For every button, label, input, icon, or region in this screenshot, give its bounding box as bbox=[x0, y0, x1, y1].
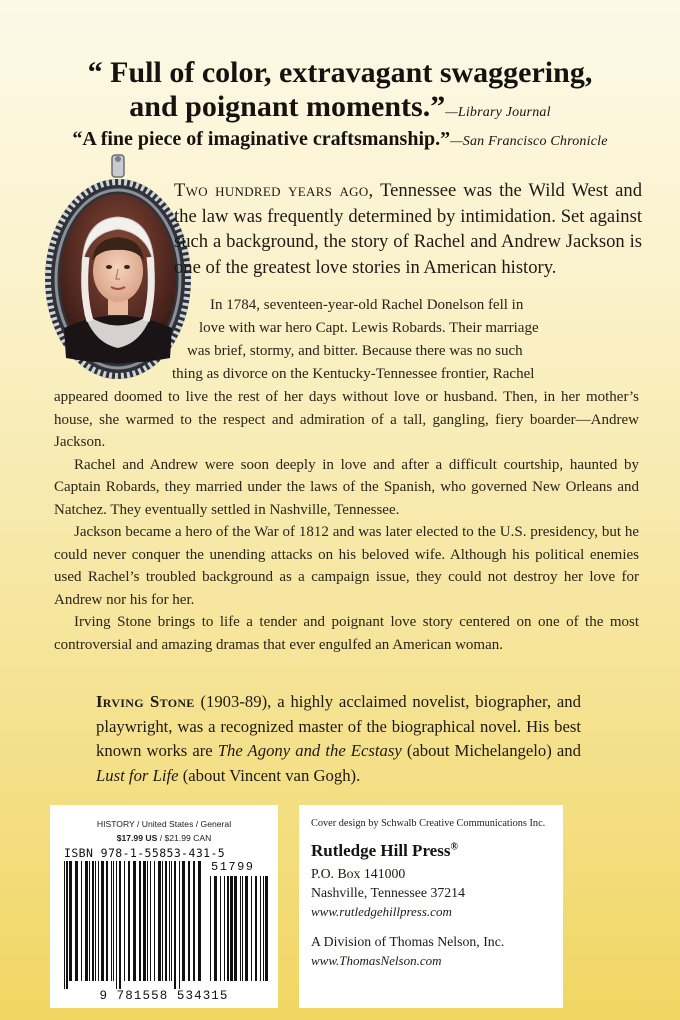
barcode-bar bbox=[214, 876, 217, 981]
barcode-bar bbox=[193, 861, 195, 981]
cover-design-credit: Cover design by Schwalb Creative Communications Inc. bbox=[311, 818, 546, 829]
barcode-bar bbox=[171, 861, 172, 981]
bio-text-2: (about Michelangelo) and bbox=[401, 741, 581, 760]
barcode-bar bbox=[154, 861, 155, 981]
addon-barcode bbox=[210, 876, 268, 989]
publisher-panel bbox=[299, 805, 563, 1008]
publisher-city: Nashville, Tennessee 37214 bbox=[311, 885, 465, 900]
quote-text: “A fine piece of imaginative craftsmanship.” bbox=[72, 128, 451, 150]
barcode-bar bbox=[150, 861, 151, 981]
barcode-bar bbox=[188, 861, 190, 981]
division-line: A Division of Thomas Nelson, Inc. bbox=[311, 934, 505, 949]
barcode-bar bbox=[111, 861, 112, 981]
quote-source: —San Francisco Chronicle bbox=[450, 134, 608, 149]
quote-source: —Library Journal bbox=[445, 105, 551, 120]
rachel-jackson-portrait-locket bbox=[42, 153, 194, 388]
barcode-bar bbox=[182, 861, 185, 981]
lead-text: Tennessee was the Wild West and the law was frequently determined by intimidation. Set against such a background, the story of Rachel and Andrew Jackson is one of the greatest love stories in American history. bbox=[174, 180, 642, 278]
barcode-bar bbox=[113, 861, 114, 981]
barcode-bar bbox=[89, 861, 90, 981]
price-us: $17.99 US bbox=[116, 833, 158, 843]
barcode-bar bbox=[227, 876, 229, 981]
barcode-bar bbox=[165, 861, 167, 981]
barcode-bar bbox=[98, 861, 99, 981]
barcode-bar bbox=[251, 876, 252, 981]
synopsis-paragraph-3: Jackson became a hero of the War of 1812 and was later elected to the U.S. presidency, but he could never conquer the unending attacks on his beloved wife. Although his political enemies used Rachel’s troubled background as a campaign issue, they could not destroy her love for Andrew nor his for her. bbox=[54, 524, 639, 608]
price-addon-code: 51799 bbox=[211, 860, 255, 874]
barcode-bar bbox=[133, 861, 136, 981]
barcode-bar bbox=[260, 876, 261, 981]
barcode-bar bbox=[128, 861, 130, 981]
bio-text-3: (about Vincent van Gogh). bbox=[178, 765, 361, 785]
barcode-bar bbox=[169, 861, 170, 981]
barcode-bar bbox=[255, 876, 257, 981]
synopsis-paragraph-1-line-3: was brief, stormy, and bitter. Because there was no such bbox=[187, 343, 523, 359]
synopsis-paragraph-4: Irving Stone brings to life a tender and poignant love story centered on one of the most controversial and amazing dramas that ever engulfed an American woman. bbox=[54, 614, 639, 653]
barcode-bar bbox=[147, 861, 148, 981]
barcode-bar bbox=[162, 861, 163, 981]
quote-line-2-text: and poignant moments.” bbox=[129, 90, 446, 123]
lead-smallcaps-opening: Two hundred years ago, bbox=[174, 180, 374, 201]
synopsis-paragraph-1-rest: appeared doomed to live the rest of her days without love or husband. Then, in her mother’s house, she warmed to the respect and admiration of a tall, gangling, fiery boarder—Andrew Jackson. bbox=[54, 389, 639, 450]
barcode-bar bbox=[106, 861, 108, 981]
synopsis-paragraph-1-line-1: In 1784, seventeen-year-old Rachel Donelson fell in bbox=[210, 297, 524, 313]
barcode-bar bbox=[143, 861, 146, 981]
publisher-name bbox=[311, 841, 458, 861]
barcode-bar bbox=[224, 876, 225, 981]
barcode-bar bbox=[119, 861, 121, 989]
synopsis-paragraph-1-line-4: thing as divorce on the Kentucky-Tennessee frontier, Rachel bbox=[172, 366, 535, 382]
price-line bbox=[50, 833, 278, 843]
publisher-po-box: P.O. Box 141000 bbox=[311, 866, 406, 881]
barcode-bar bbox=[198, 861, 201, 981]
book-title-lust: Lust for Life bbox=[96, 765, 179, 785]
barcode-bar bbox=[69, 861, 72, 981]
barcode-bar bbox=[85, 861, 88, 981]
bisac-category: HISTORY / United States / General bbox=[96, 819, 232, 829]
synopsis-body bbox=[54, 386, 639, 656]
synopsis-paragraph-1-line-2: love with war hero Capt. Lewis Robards. Their marriage bbox=[199, 320, 539, 336]
barcode-bar bbox=[66, 861, 68, 989]
synopsis-lead bbox=[174, 178, 642, 280]
review-quote-library-journal bbox=[0, 56, 680, 130]
publisher-url[interactable]: www.rutledgehillpress.com bbox=[311, 904, 452, 919]
price-can: / $21.99 CAN bbox=[157, 833, 212, 843]
barcode-bar bbox=[92, 861, 94, 981]
barcode-digits: 9 781558 534315 bbox=[99, 989, 229, 1003]
barcode-bar bbox=[230, 876, 233, 981]
barcode-bar bbox=[210, 876, 211, 981]
barcode-bar bbox=[263, 876, 264, 981]
barcode-bar bbox=[116, 861, 117, 989]
barcode-bar bbox=[220, 876, 221, 981]
barcode-bar bbox=[158, 861, 161, 981]
quote-line-2 bbox=[0, 90, 680, 130]
registered-mark: ® bbox=[450, 841, 458, 853]
barcode-bar bbox=[179, 861, 180, 989]
barcode-bar bbox=[101, 861, 104, 981]
publisher-name-text: Rutledge Hill Press bbox=[311, 841, 451, 860]
barcode-bar bbox=[234, 876, 237, 981]
author-bio bbox=[96, 690, 581, 788]
bio-text-1: (1903-89), a highly acclaimed novelist, biographer, and playwright, was a recognized master of the biographical novel. His best known works are bbox=[96, 692, 581, 760]
barcode-bar bbox=[124, 861, 125, 981]
barcode-bar bbox=[242, 876, 243, 981]
book-title-agony: The Agony and the Ecstasy bbox=[217, 741, 402, 760]
barcode-bar bbox=[240, 876, 241, 981]
barcode-bar bbox=[139, 861, 141, 981]
synopsis-paragraph-2: Rachel and Andrew were soon deeply in love and after a difficult courtship, haunted by Captain Robards, they married under the laws of the Spanish, who governed New Orleans and Natchez. They eventually settled in Nashville, Tennessee. bbox=[54, 456, 639, 518]
thomas-nelson-url[interactable]: www.ThomasNelson.com bbox=[311, 953, 442, 968]
ean-barcode bbox=[64, 861, 204, 989]
barcode-bar bbox=[64, 861, 65, 989]
barcode-bar bbox=[81, 861, 82, 981]
author-name: Irving Stone bbox=[96, 692, 195, 711]
barcode-bar bbox=[95, 861, 96, 981]
quote-line-1: “ Full of color, extravagant swaggering, bbox=[87, 56, 593, 89]
review-quote-sf-chronicle bbox=[0, 126, 680, 155]
barcode-bar bbox=[245, 876, 248, 981]
isbn-number: ISBN 978-1-55853-431-5 bbox=[64, 846, 226, 860]
barcode-bar bbox=[265, 876, 268, 981]
barcode-bar bbox=[75, 861, 78, 981]
barcode-bar bbox=[174, 861, 176, 989]
barcode-panel bbox=[50, 805, 278, 1008]
